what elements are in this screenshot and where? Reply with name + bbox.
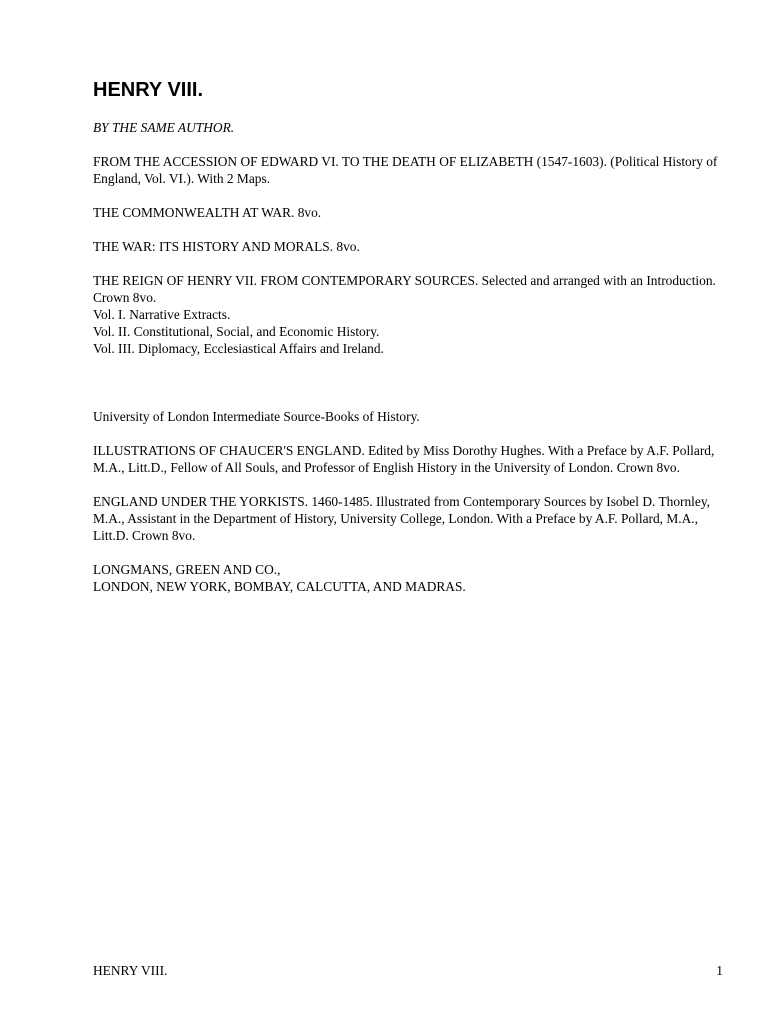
volume-entry: Vol. III. Diplomacy, Ecclesiastical Affairs and Ireland. — [93, 341, 384, 356]
running-title: HENRY VIII. — [93, 963, 168, 978]
document-page — [93, 78, 723, 612]
publisher-block — [93, 561, 723, 595]
series-heading: University of London Intermediate Source-Books of History. — [93, 409, 420, 424]
publisher-name: LONGMANS, GREEN AND CO., — [93, 562, 281, 577]
work-entry: THE REIGN OF HENRY VII. FROM CONTEMPORARY SOURCES. Selected and arranged with an Introduction. Crown 8vo. — [93, 273, 716, 305]
series-work-entry: ENGLAND UNDER THE YORKISTS. 1460-1485. Illustrated from Contemporary Sources by Isobel D. Thornley, M.A., Assistant in the Department of History, University College, London. With a Preface by A.F. Pollard, M.A., Litt.D. Crown 8vo. — [93, 494, 711, 543]
volume-entry: Vol. I. Narrative Extracts. — [93, 307, 231, 322]
work-entry: THE COMMONWEALTH AT WAR. 8vo. — [93, 205, 322, 220]
series-work-entry: ILLUSTRATIONS OF CHAUCER'S ENGLAND. Edited by Miss Dorothy Hughes. With a Preface by A.F. Pollard, M.A., Litt.D., Fellow of All Souls, and Professor of English History in the University of London. Crown 8vo. — [93, 443, 715, 475]
byline: BY THE SAME AUTHOR. — [93, 120, 235, 135]
publisher-cities: LONDON, NEW YORK, BOMBAY, CALCUTTA, AND MADRAS. — [93, 579, 466, 594]
volume-entry: Vol. II. Constitutional, Social, and Economic History. — [93, 324, 380, 339]
work-entry: FROM THE ACCESSION OF EDWARD VI. TO THE DEATH OF ELIZABETH (1547-1603). (Political History of England, Vol. VI.). With 2 Maps. — [93, 154, 718, 186]
work-entry: THE WAR: ITS HISTORY AND MORALS. 8vo. — [93, 239, 360, 254]
page-number: 1 — [716, 963, 723, 978]
section-gap — [93, 374, 723, 408]
document-title: HENRY VIII. — [93, 79, 204, 101]
work-entry-with-volumes — [93, 272, 723, 357]
